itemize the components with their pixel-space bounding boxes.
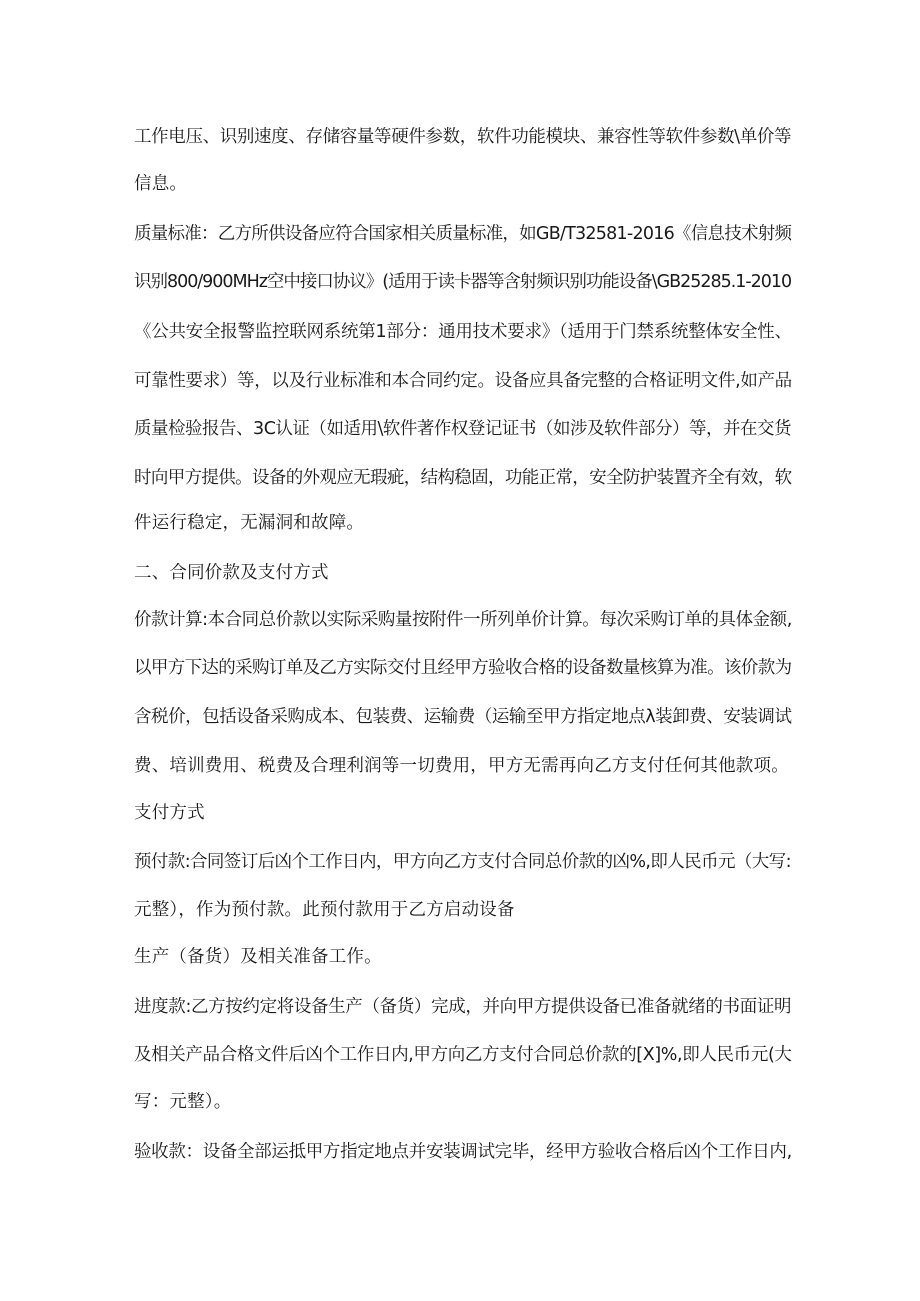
body-line-1: 工作电压、识别速度、存储容量等硬件参数，软件功能模块、兼容性等软件参数\单价等	[134, 127, 792, 147]
body-line-4: 识别800/900MHz空中接口协议》(适用于读卡器等含射频识别功能设备\GB25285.1-2010	[134, 272, 792, 292]
body-line-8: 时向甲方提供。设备的外观应无瑕疵，结构稳固，功能正常，安全防护装置齐全有效，软	[134, 468, 792, 488]
body-line-14: 费、培训费用、税费及合理利润等一切费用，甲方无需再向乙方支付任何其他款项。	[134, 756, 789, 776]
body-line-20: 及相关产品合格文件后凶个工作日内,甲方向乙方支付合同总价款的[X]%,即人民币元(大	[134, 1045, 792, 1065]
subheading-payment: 支付方式	[134, 803, 205, 823]
body-line-6: 可靠性要求）等，以及行业标准和本合同约定。设备应具备完整的合格证明文件,如产品	[134, 371, 792, 391]
section-heading: 二、合同价款及支付方式	[134, 563, 329, 583]
body-line-22: 验收款：设备全部运抵甲方指定地点并安装调试完毕，经甲方验收合格后凶个工作日内,	[134, 1142, 792, 1162]
body-line-3: 质量标准：乙方所供设备应符合国家相关质量标准，如GB/T32581-2016《信息技术射频	[134, 224, 792, 244]
body-line-9: 件运行稳定，无漏洞和故障。	[134, 513, 365, 533]
body-line-13: 含税价，包括设备采购成本、包装费、运输费（运输至甲方指定地点λ装卸费、安装调试	[134, 707, 792, 727]
body-line-17: 元整），作为预付款。此预付款用于乙方启动设备	[134, 900, 515, 920]
body-line-21: 写：元整）。	[134, 1092, 232, 1112]
body-line-16: 预付款:合同签订后凶个工作日内，甲方向乙方支付合同总价款的凶%,即人民币元（大写:	[134, 852, 791, 872]
body-line-19: 进度款:乙方按约定将设备生产（备货）完成，并向甲方提供设备已准备就绪的书面证明	[134, 997, 792, 1017]
body-line-5: 《公共安全报警监控联网系统第1部分：通用技术要求》（适用于门禁系统整体安全性、	[134, 322, 792, 342]
body-line-7: 质量检验报告、3C认证（如适用\软件著作权登记证书（如涉及软件部分）等，并在交货	[134, 419, 792, 439]
body-line-2: 信息。	[134, 174, 188, 194]
body-line-11: 价款计算:本合同总价款以实际采购量按附件一所列单价计算。每次采购订单的具体金额,	[134, 610, 792, 630]
body-line-12: 以甲方下达的采购订单及乙方实际交付且经甲方验收合格的设备数量核算为准。该价款为	[134, 658, 792, 678]
body-line-18: 生产（备货）及相关准备工作。	[134, 947, 382, 967]
